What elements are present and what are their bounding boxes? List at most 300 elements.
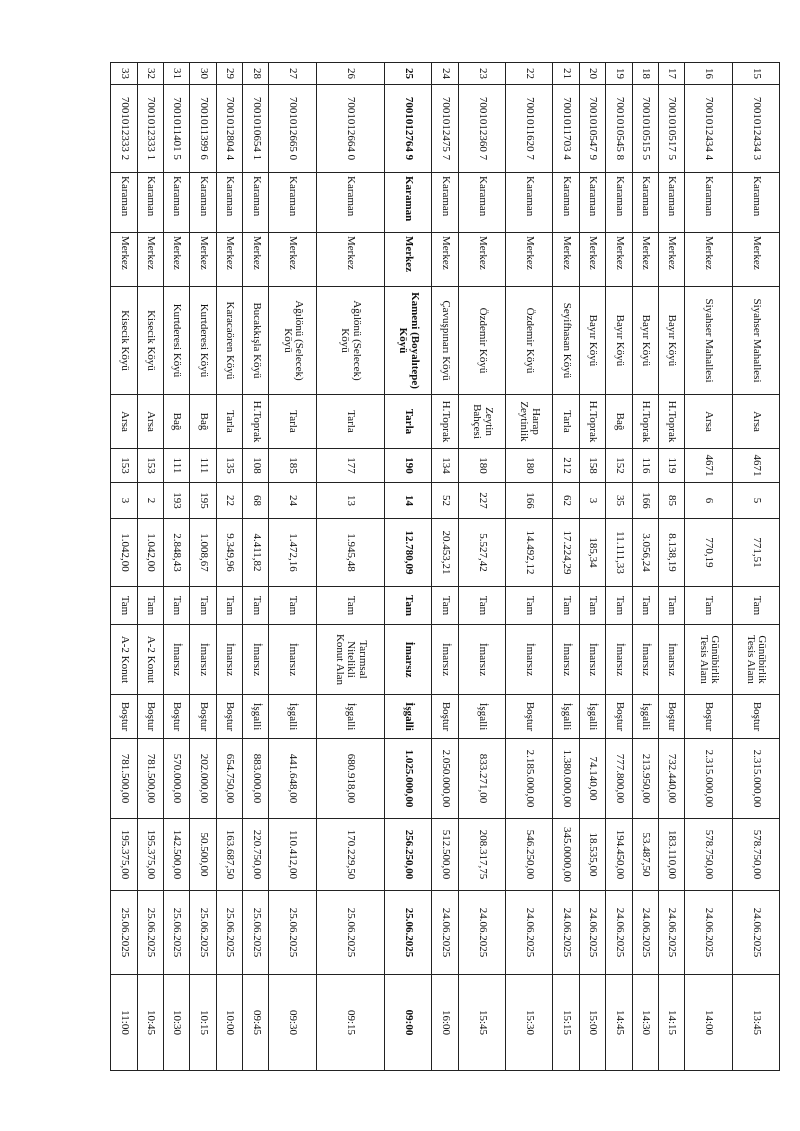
cell-il: Karaman [316,173,384,233]
cell-mahalle: Bayır Köyü [658,287,684,395]
cell-alan: 3.056,24 [632,519,658,587]
cell-ada: 185 [269,449,316,483]
cell-mahalle: Seyifhasan Köyü [553,287,579,395]
table-row [243,63,269,1071]
cell-sira: 20 [579,63,605,85]
cell-parsel: 5 [732,483,779,519]
cell-mahalle: Kisecik Köyü [111,287,138,395]
cell-alan: 17.224,29 [553,519,579,587]
cell-mahalle: Ağılönü (Selecek) Köyü [316,287,384,395]
table-row [269,63,316,1071]
cell-tarih: 25.06.2025 [269,891,316,975]
cell-ada: 153 [137,449,163,483]
cell-sira: 28 [243,63,269,85]
cell-tapu: Tam [269,587,316,625]
cell-parsel: 24 [269,483,316,519]
table-row [732,63,779,1071]
cell-parsel: 166 [506,483,553,519]
cell-tapu: Tam [111,587,138,625]
cell-ilce: Merkez [216,233,242,287]
cell-teminat: 50.500,00 [190,819,216,891]
cell-alan: 11.111,33 [606,519,632,587]
cell-sira: 19 [606,63,632,85]
cell-ada: 190 [385,449,432,483]
cell-teminat: 220.750,00 [243,819,269,891]
cell-tarih: 24.06.2025 [458,891,505,975]
cell-sira: 27 [269,63,316,85]
cell-emlak-no: 7001010547 9 [579,85,605,173]
table-body [111,63,780,1071]
cell-sira: 25 [385,63,432,85]
cell-bedel: 680.918,00 [316,739,384,819]
cell-ilce: Merkez [269,233,316,287]
cell-teminat: 163.687,50 [216,819,242,891]
cell-alan: 1.042,00 [111,519,138,587]
table-row [458,63,505,1071]
cell-mahalle: Bayır Köyü [632,287,658,395]
table-row [432,63,458,1071]
table-row [632,63,658,1071]
cell-bedel: 213.950,00 [632,739,658,819]
cell-ada: 111 [190,449,216,483]
cell-tarih: 25.06.2025 [385,891,432,975]
cell-imar: İmarsız [553,625,579,695]
cell-il: Karaman [111,173,138,233]
cell-parsel: 13 [316,483,384,519]
cell-cinsi: Tarla [553,395,579,449]
table-row [385,63,432,1071]
cell-cinsi: H.Toprak [243,395,269,449]
cell-durum: İşgalli [316,695,384,739]
cell-mahalle: Siyahser Mahallesi [732,287,779,395]
cell-emlak-no: 7001012804 4 [216,85,242,173]
cell-imar: İmarsız [216,625,242,695]
cell-ilce: Merkez [243,233,269,287]
cell-parsel: 35 [606,483,632,519]
cell-bedel: 74.140,00 [579,739,605,819]
cell-saat: 13:45 [732,975,779,1071]
cell-durum: Boştur [137,695,163,739]
cell-imar: İmarsız [269,625,316,695]
cell-teminat: 208.317,75 [458,819,505,891]
cell-sira: 18 [632,63,658,85]
cell-bedel: 1.025.000,00 [385,739,432,819]
cell-sira: 24 [432,63,458,85]
cell-tapu: Tam [658,587,684,625]
cell-mahalle: Özdemir Köyü [506,287,553,395]
cell-saat: 16:00 [432,975,458,1071]
cell-emlak-no: 7001011703 4 [553,85,579,173]
cell-ada: 212 [553,449,579,483]
cell-il: Karaman [606,173,632,233]
cell-il: Karaman [658,173,684,233]
cell-durum: Boştur [658,695,684,739]
cell-il: Karaman [269,173,316,233]
cell-saat: 15:45 [458,975,505,1071]
table-row [553,63,579,1071]
cell-tapu: Tam [137,587,163,625]
cell-saat: 10:00 [216,975,242,1071]
cell-bedel: 2.315.000,00 [732,739,779,819]
cell-cinsi: Arsa [732,395,779,449]
cell-cinsi: H.Toprak [579,395,605,449]
cell-saat: 11:00 [111,975,138,1071]
cell-tapu: Tam [243,587,269,625]
cell-emlak-no: 7001012664 0 [316,85,384,173]
cell-ilce: Merkez [632,233,658,287]
cell-ilce: Merkez [111,233,138,287]
cell-durum: Boştur [164,695,190,739]
cell-emlak-no: 7001012360 7 [458,85,505,173]
cell-tapu: Tam [632,587,658,625]
cell-emlak-no: 7001012475 7 [432,85,458,173]
cell-ilce: Merkez [190,233,216,287]
cell-ada: 119 [658,449,684,483]
cell-alan: 2.848,43 [164,519,190,587]
cell-bedel: 2.185.000,00 [506,739,553,819]
cell-emlak-no: 7001012333 1 [137,85,163,173]
cell-durum: İşgalli [243,695,269,739]
cell-alan: 1.945,48 [316,519,384,587]
table-row [506,63,553,1071]
cell-ilce: Merkez [164,233,190,287]
cell-teminat: 195.375,00 [137,819,163,891]
cell-emlak-no: 7001010545 8 [606,85,632,173]
cell-sira: 23 [458,63,505,85]
cell-emlak-no: 7001012434 3 [732,85,779,173]
cell-ada: 135 [216,449,242,483]
cell-il: Karaman [685,173,732,233]
cell-imar: İmarsız [164,625,190,695]
cell-emlak-no: 7001010654 1 [243,85,269,173]
cell-il: Karaman [190,173,216,233]
cell-saat: 09:00 [385,975,432,1071]
cell-il: Karaman [432,173,458,233]
cell-ilce: Merkez [606,233,632,287]
cell-alan: 4.411,82 [243,519,269,587]
cell-alan: 185,34 [579,519,605,587]
cell-durum: Boştur [685,695,732,739]
cell-ada: 180 [458,449,505,483]
cell-teminat: 345.0000,00 [553,819,579,891]
cell-imar: İmarsız [658,625,684,695]
cell-parsel: 52 [432,483,458,519]
cell-ilce: Merkez [316,233,384,287]
cell-bedel: 732.440,00 [658,739,684,819]
cell-saat: 14:45 [606,975,632,1071]
cell-parsel: 22 [216,483,242,519]
cell-sira: 16 [685,63,732,85]
cell-ada: 111 [164,449,190,483]
cell-alan: 5.527,42 [458,519,505,587]
cell-cinsi: Tarla [316,395,384,449]
cell-saat: 15:00 [579,975,605,1071]
cell-il: Karaman [164,173,190,233]
cell-mahalle: Karacaören Köyü [216,287,242,395]
cell-il: Karaman [458,173,505,233]
cell-tarih: 25.06.2025 [216,891,242,975]
cell-ilce: Merkez [579,233,605,287]
cell-sira: 17 [658,63,684,85]
cell-tarih: 24.06.2025 [506,891,553,975]
cell-mahalle: Bayır Köyü [579,287,605,395]
cell-bedel: 2.050.000,00 [432,739,458,819]
cell-tapu: Tam [216,587,242,625]
cell-saat: 10:30 [164,975,190,1071]
cell-bedel: 883.000,00 [243,739,269,819]
cell-cinsi: Bağ [606,395,632,449]
cell-cinsi: Harap Zeytinlik [506,395,553,449]
cell-tapu: Tam [432,587,458,625]
cell-tapu: Tam [553,587,579,625]
cell-emlak-no: 7001011401 5 [164,85,190,173]
cell-teminat: 512.500,00 [432,819,458,891]
cell-cinsi: Zeytin Bahçesi [458,395,505,449]
cell-durum: Boştur [111,695,138,739]
cell-durum: Boştur [606,695,632,739]
rotated-table-wrapper [110,62,780,1070]
cell-saat: 14:15 [658,975,684,1071]
cell-tapu: Tam [732,587,779,625]
cell-tarih: 24.06.2025 [432,891,458,975]
cell-sira: 15 [732,63,779,85]
cell-parsel: 14 [385,483,432,519]
cell-bedel: 833.271,00 [458,739,505,819]
cell-teminat: 578.750,00 [732,819,779,891]
cell-bedel: 654.750,00 [216,739,242,819]
cell-ada: 134 [432,449,458,483]
cell-ilce: Merkez [385,233,432,287]
cell-alan: 12.780,09 [385,519,432,587]
cell-mahalle: Bucakkışla Köyü [243,287,269,395]
cell-saat: 14:30 [632,975,658,1071]
table-row [606,63,632,1071]
cell-tapu: Tam [316,587,384,625]
cell-cinsi: Arsa [685,395,732,449]
cell-alan: 771,51 [732,519,779,587]
cell-cinsi: Arsa [111,395,138,449]
cell-imar: İmarsız [190,625,216,695]
cell-il: Karaman [632,173,658,233]
cell-ada: 153 [111,449,138,483]
cell-tarih: 25.06.2025 [164,891,190,975]
cell-sira: 29 [216,63,242,85]
cell-emlak-no: 7001012665 0 [269,85,316,173]
cell-saat: 10:15 [190,975,216,1071]
cell-parsel: 6 [685,483,732,519]
cell-teminat: 256.250,00 [385,819,432,891]
cell-il: Karaman [506,173,553,233]
cell-parsel: 62 [553,483,579,519]
cell-parsel: 68 [243,483,269,519]
cell-sira: 22 [506,63,553,85]
cell-tapu: Tam [164,587,190,625]
cell-alan: 1.042,00 [137,519,163,587]
cell-imar: İmarsız [606,625,632,695]
cell-saat: 10:45 [137,975,163,1071]
cell-imar: A-2 Konut [137,625,163,695]
cell-bedel: 570.000,00 [164,739,190,819]
cell-emlak-no: 7001010515 5 [632,85,658,173]
cell-durum: Boştur [190,695,216,739]
cell-teminat: 195.375,00 [111,819,138,891]
cell-sira: 26 [316,63,384,85]
cell-durum: Boştur [732,695,779,739]
cell-mahalle: Çavuşpınarı Köyü [432,287,458,395]
cell-mahalle: Kisecik Köyü [137,287,163,395]
cell-parsel: 193 [164,483,190,519]
cell-imar: İmarsız [385,625,432,695]
cell-ada: 116 [632,449,658,483]
cell-tapu: Tam [579,587,605,625]
cell-tarih: 24.06.2025 [658,891,684,975]
cell-cinsi: Tarla [385,395,432,449]
cell-emlak-no: 7001012764 9 [385,85,432,173]
cell-parsel: 166 [632,483,658,519]
cell-bedel: 2.315.000,00 [685,739,732,819]
cell-imar: İmarsız [458,625,505,695]
cell-teminat: 546.250,00 [506,819,553,891]
cell-emlak-no: 7001010517 5 [658,85,684,173]
cell-cinsi: H.Toprak [632,395,658,449]
cell-emlak-no: 7001012434 4 [685,85,732,173]
cell-teminat: 142.500,00 [164,819,190,891]
cell-il: Karaman [553,173,579,233]
cell-tapu: Tam [606,587,632,625]
cell-ada: 180 [506,449,553,483]
cell-cinsi: Bağ [164,395,190,449]
cell-parsel: 3 [111,483,138,519]
cell-il: Karaman [216,173,242,233]
cell-mahalle: Özdemir Köyü [458,287,505,395]
cell-imar: Günübirlik Tesis Alanı [732,625,779,695]
cell-bedel: 781.500,00 [137,739,163,819]
cell-durum: İşgalli [632,695,658,739]
cell-sira: 31 [164,63,190,85]
cell-ada: 158 [579,449,605,483]
cell-tarih: 24.06.2025 [579,891,605,975]
cell-ilce: Merkez [432,233,458,287]
cell-durum: İşgalli [553,695,579,739]
cell-tarih: 24.06.2025 [685,891,732,975]
cell-ilce: Merkez [458,233,505,287]
cell-mahalle: Siyahser Mahallesi [685,287,732,395]
cell-durum: İşgalli [458,695,505,739]
cell-alan: 8.138,19 [658,519,684,587]
cell-imar: İmarsız [432,625,458,695]
cell-emlak-no: 7001011620 7 [506,85,553,173]
cell-imar: İmarsız [632,625,658,695]
cell-mahalle: Kameni (Boyalıtepe) Köyü [385,287,432,395]
table-row [216,63,242,1071]
cell-ada: 108 [243,449,269,483]
cell-bedel: 777.800,00 [606,739,632,819]
cell-sira: 21 [553,63,579,85]
cell-bedel: 781.500,00 [111,739,138,819]
table-row [190,63,216,1071]
cell-imar: İmarsız [506,625,553,695]
cell-tarih: 25.06.2025 [137,891,163,975]
cell-tapu: Tam [458,587,505,625]
cell-imar: Tarımsal Nitelikli Konut Alan [316,625,384,695]
cell-sira: 33 [111,63,138,85]
cell-mahalle: Ağılönü (Selecek) Köyü [269,287,316,395]
cell-cinsi: H.Toprak [658,395,684,449]
cell-ilce: Merkez [732,233,779,287]
cell-tapu: Tam [506,587,553,625]
cell-saat: 09:15 [316,975,384,1071]
cell-mahalle: Kurtderesi Köyü [164,287,190,395]
cell-ada: 177 [316,449,384,483]
cell-alan: 1.472,16 [269,519,316,587]
cell-cinsi: H.Toprak [432,395,458,449]
table-row [579,63,605,1071]
cell-sira: 32 [137,63,163,85]
cell-cinsi: Arsa [137,395,163,449]
cell-saat: 14:00 [685,975,732,1071]
cell-durum: İşgalli [579,695,605,739]
cell-ada: 4671 [732,449,779,483]
cell-tarih: 25.06.2025 [243,891,269,975]
cell-durum: Boştur [432,695,458,739]
cell-alan: 9.349,96 [216,519,242,587]
cell-bedel: 441.648,00 [269,739,316,819]
cell-il: Karaman [243,173,269,233]
cell-cinsi: Bağ [190,395,216,449]
cell-il: Karaman [732,173,779,233]
cell-parsel: 195 [190,483,216,519]
cell-ilce: Merkez [506,233,553,287]
cell-mahalle: Bayır Köyü [606,287,632,395]
property-sale-table [110,62,780,1071]
cell-teminat: 18.535,00 [579,819,605,891]
cell-mahalle: Kurtderesi Köyü [190,287,216,395]
cell-ilce: Merkez [553,233,579,287]
cell-imar: Günübirlik Tesis Alanı [685,625,732,695]
cell-durum: İşgalli [385,695,432,739]
cell-alan: 20.453,21 [432,519,458,587]
cell-sira: 30 [190,63,216,85]
cell-alan: 770,19 [685,519,732,587]
cell-ilce: Merkez [685,233,732,287]
cell-teminat: 183.110,00 [658,819,684,891]
cell-imar: İmarsız [579,625,605,695]
cell-il: Karaman [579,173,605,233]
cell-parsel: 227 [458,483,505,519]
cell-tapu: Tam [685,587,732,625]
table-row [111,63,138,1071]
cell-tarih: 25.06.2025 [190,891,216,975]
cell-durum: İşgalli [269,695,316,739]
cell-saat: 09:45 [243,975,269,1071]
table-row [658,63,684,1071]
cell-il: Karaman [385,173,432,233]
cell-bedel: 202.000,00 [190,739,216,819]
cell-ada: 4671 [685,449,732,483]
cell-ada: 152 [606,449,632,483]
cell-tarih: 25.06.2025 [111,891,138,975]
cell-bedel: 1.380.000,00 [553,739,579,819]
cell-parsel: 3 [579,483,605,519]
cell-parsel: 85 [658,483,684,519]
cell-teminat: 53.487,50 [632,819,658,891]
cell-tarih: 24.06.2025 [632,891,658,975]
cell-tarih: 24.06.2025 [553,891,579,975]
cell-tarih: 24.06.2025 [606,891,632,975]
cell-teminat: 578.750,00 [685,819,732,891]
cell-durum: Boştur [216,695,242,739]
cell-teminat: 110.412,00 [269,819,316,891]
